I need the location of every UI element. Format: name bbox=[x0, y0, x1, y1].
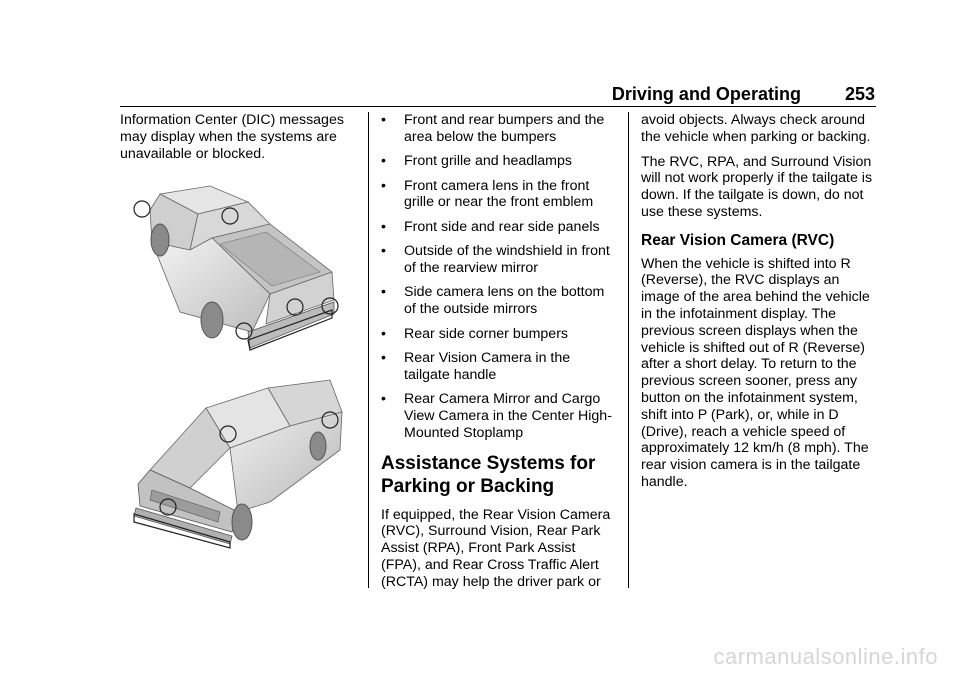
blocked-areas-list bbox=[381, 112, 619, 442]
section-title: Driving and Operating bbox=[611, 84, 801, 104]
rvc-paragraph: When the vehicle is shifted into R (Reverse), the RVC displays an image of the area behind the vehicle in the infotainment display. The previous screen displays when the vehicle is shifted out of R (Reverse) after a short delay. To return to the previous screen sooner, press any button on the infotainment system, shift into P (Park), or, while in D (Drive), reach a vehicle speed of approximately 12 km/h (8 mph). The rear vision camera is in the tailgate handle. bbox=[641, 255, 870, 490]
paragraph-tailgate: The RVC, RPA, and Surround Vision will not work properly if the tailgate is down. If the tailgate is down, do not use these systems. bbox=[641, 153, 873, 220]
list-item: • Rear Vision Camera in the tailgate handle bbox=[381, 349, 571, 383]
column-right bbox=[641, 112, 881, 499]
paragraph-continued: avoid objects. Always check around the vehicle when parking or backing. bbox=[641, 112, 871, 145]
list-item: • Front grille and headlamps bbox=[381, 153, 572, 170]
list-item: • Front side and rear side panels bbox=[381, 218, 600, 235]
section-heading: Assistance Systems for Parking or Backing bbox=[381, 452, 596, 497]
list-item: • Side camera lens on the bottom of the outside mirrors bbox=[381, 284, 605, 318]
list-item: • Outside of the windshield in front of the rearview mirror bbox=[381, 243, 610, 276]
list-item: • Front camera lens in the front grille or near the front emblem bbox=[381, 177, 594, 211]
header-rule bbox=[120, 106, 876, 107]
column-left bbox=[120, 112, 355, 170]
assistance-paragraph: If equipped, the Rear Vision Camera (RVC), Surround Vision, Rear Park Assist (RPA), Front Park Assist (FPA), and Rear Cross Traffic Alert (RCTA) may help the driver park or bbox=[381, 506, 611, 590]
list-item: • Rear Camera Mirror and Cargo View Camera in the Center High-Mounted Stoplamp bbox=[381, 391, 612, 441]
watermark: carmanualsonline.info bbox=[713, 644, 938, 669]
column-middle bbox=[381, 112, 619, 598]
subsection-heading: Rear Vision Camera (RVC) bbox=[641, 231, 835, 249]
list-item: • Front and rear bumpers and the area below the bumpers bbox=[381, 112, 605, 145]
page-header bbox=[0, 84, 875, 105]
sensor-marker bbox=[134, 201, 150, 217]
column-divider bbox=[628, 112, 629, 588]
column-divider bbox=[368, 112, 369, 588]
list-item: • Rear side corner bumpers bbox=[381, 325, 569, 342]
page-number: 253 bbox=[844, 84, 875, 104]
truck-front-illustration bbox=[120, 372, 360, 554]
truck-rear-illustration bbox=[120, 172, 360, 358]
dic-text: Information Center (DIC) messages may display when the systems are unavailable or blocked. bbox=[120, 112, 344, 162]
